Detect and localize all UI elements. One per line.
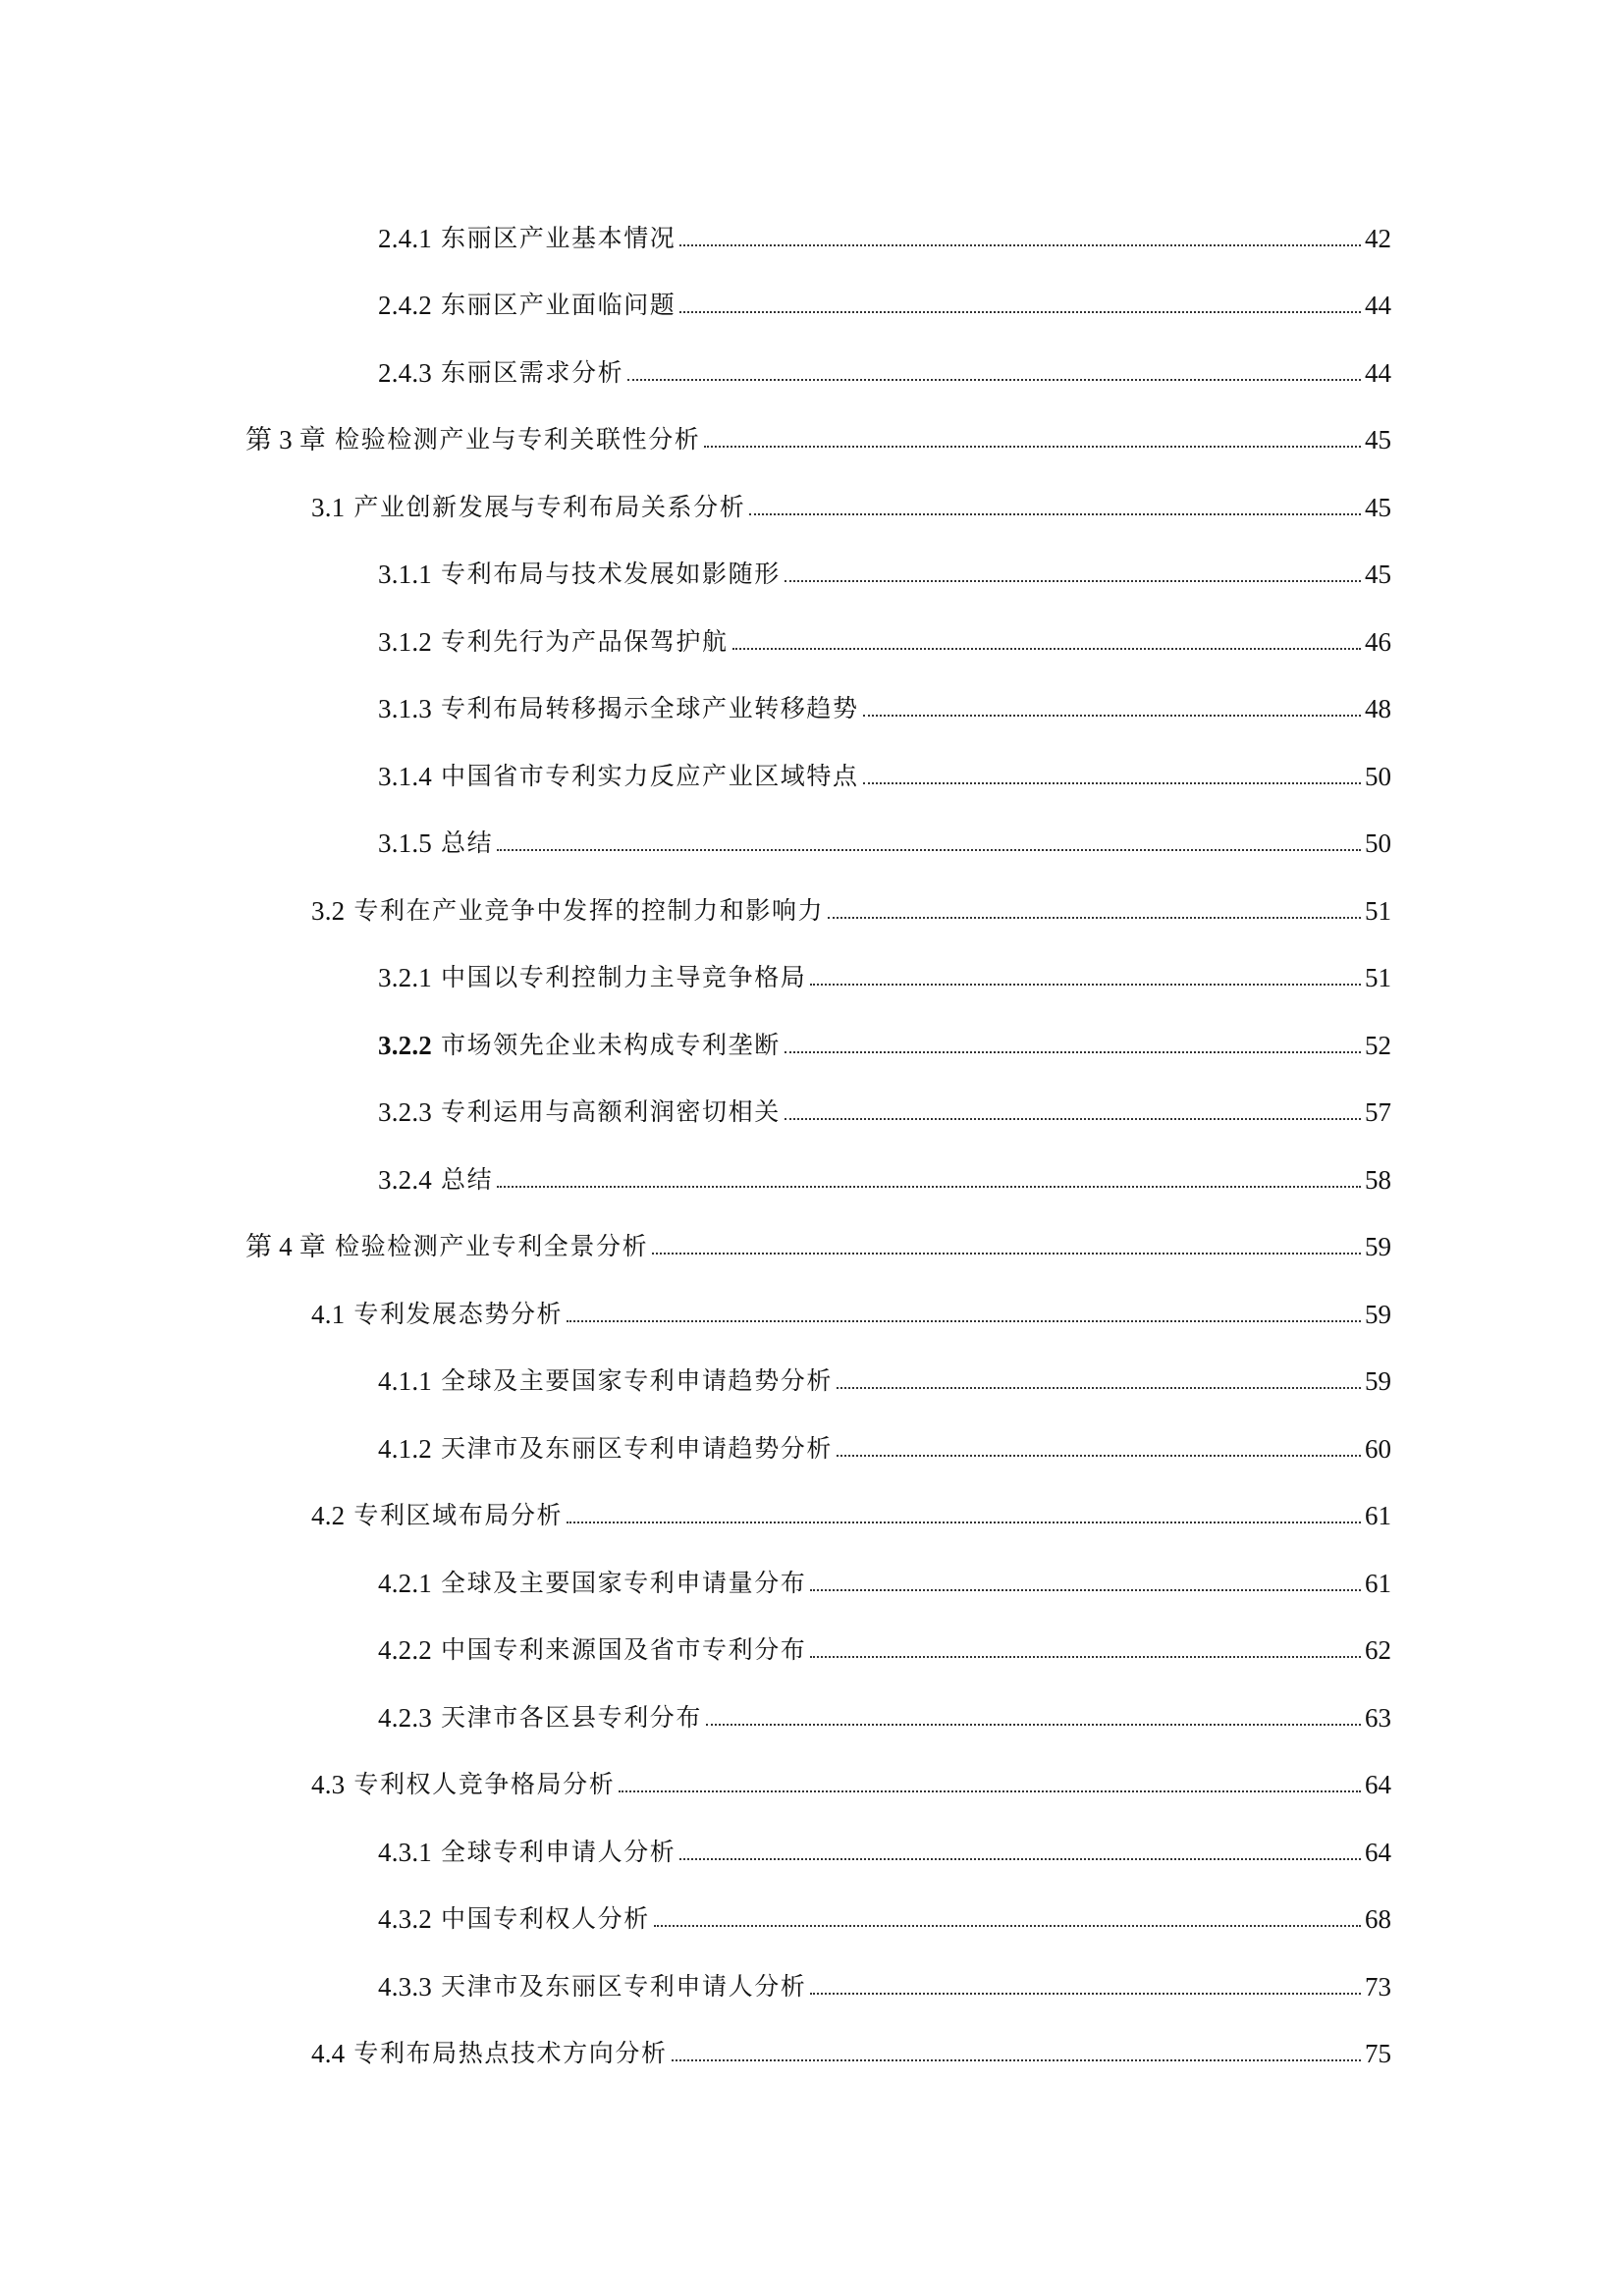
toc-entry-title: 专利区域布局分析 (353, 1501, 564, 1529)
toc-entry-4-3[interactable] (311, 1760, 1391, 1799)
toc-entry-3-1-4[interactable] (378, 752, 1391, 791)
toc-entry-page-number: 50 (1365, 828, 1391, 858)
toc-entry-title: 中国省市专利实力反应产业区域特点 (441, 762, 859, 790)
toc-entry-number: 3.1 (311, 493, 346, 522)
dot-leader (679, 1858, 1361, 1860)
toc-entry-page-number: 60 (1365, 1434, 1391, 1464)
toc-entry-title: 全球及主要国家专利申请趋势分析 (441, 1366, 834, 1395)
toc-entry-title: 天津市及东丽区专利申请人分析 (441, 1972, 807, 2001)
toc-entry-number: 2.4.1 (378, 224, 432, 253)
toc-entry-number: 3.2.1 (378, 963, 432, 992)
toc-entry-page-number: 44 (1365, 291, 1391, 320)
toc-entry-4-3-3[interactable] (378, 1962, 1391, 2002)
toc-entry-page-number: 59 (1365, 1232, 1391, 1261)
toc-entry-3-1-2[interactable] (378, 617, 1391, 657)
dot-leader (810, 1993, 1361, 1995)
toc-entry-4-2[interactable] (311, 1491, 1391, 1530)
toc-entry-4-2-2[interactable] (378, 1626, 1391, 1665)
toc-entry-number: 3.2 (311, 896, 346, 926)
toc-entry-number: 2.4.2 (378, 291, 432, 320)
toc-entry-number: 4.3.1 (378, 1838, 432, 1867)
toc-entry-3-1-1[interactable] (378, 550, 1391, 589)
toc-entry-title: 中国专利权人分析 (441, 1904, 650, 1933)
toc-entry-page-number: 45 (1365, 425, 1391, 454)
toc-entry-title: 专利先行为产品保驾护航 (441, 627, 729, 656)
toc-entry-page-number: 64 (1365, 1770, 1391, 1799)
toc-entry-number: 4.1.2 (378, 1434, 432, 1464)
toc-entry-number: 4.1 (311, 1300, 346, 1329)
dot-leader (627, 379, 1361, 381)
toc-entry-4-1-1[interactable] (378, 1357, 1391, 1396)
toc-entry-page-number: 59 (1365, 1300, 1391, 1329)
toc-entry-3-1-3[interactable] (378, 684, 1391, 723)
dot-leader (652, 1253, 1361, 1255)
toc-entry-title: 专利在产业竞争中发挥的控制力和影响力 (353, 896, 825, 925)
toc-entry-title: 专利布局与技术发展如影随形 (441, 560, 781, 588)
toc-entry-title: 检验检测产业专利全景分析 (335, 1232, 649, 1260)
toc-entry-number: 4.3.2 (378, 1904, 432, 1934)
dot-leader (837, 1455, 1361, 1457)
toc-entry-2-4-3[interactable] (378, 348, 1391, 388)
toc-entry-title: 市场领先企业未构成专利垄断 (441, 1031, 781, 1059)
toc-entry-number: 4.2.1 (378, 1569, 432, 1598)
toc-entry-page-number: 58 (1365, 1165, 1391, 1195)
toc-entry-number: 4.2.2 (378, 1635, 432, 1665)
toc-entry-page-number: 42 (1365, 224, 1391, 253)
dot-leader (679, 244, 1361, 246)
toc-entry-title: 全球专利申请人分析 (441, 1838, 677, 1866)
toc-entry-3-2-3[interactable] (378, 1088, 1391, 1127)
toc-entry-page-number: 44 (1365, 358, 1391, 388)
toc-entry-number: 4.1.1 (378, 1366, 432, 1396)
toc-entry-title: 产业创新发展与专利布局关系分析 (353, 493, 746, 521)
dot-leader (810, 984, 1361, 986)
dot-leader (654, 1925, 1361, 1927)
dot-leader (672, 2059, 1361, 2061)
toc-entry-title: 中国以专利控制力主导竞争格局 (441, 963, 807, 991)
toc-entry-title: 专利发展态势分析 (353, 1300, 564, 1328)
toc-entry-number: 3.1.1 (378, 560, 432, 589)
toc-entry-3-2[interactable] (311, 886, 1391, 926)
toc-entry-2-4-2[interactable] (378, 281, 1391, 320)
toc-entry-title: 专利布局转移揭示全球产业转移趋势 (441, 694, 859, 722)
dot-leader (785, 1051, 1361, 1053)
dot-leader (863, 782, 1361, 784)
toc-entry-page-number: 45 (1365, 493, 1391, 522)
dot-leader (863, 715, 1361, 717)
toc-entry-number: 4.4 (311, 2039, 346, 2068)
toc-entry-number: 3.1.3 (378, 694, 432, 723)
toc-entry-3-1[interactable] (311, 483, 1391, 522)
toc-entry-page-number: 73 (1365, 1972, 1391, 2002)
toc-entry-title: 专利权人竞争格局分析 (353, 1770, 616, 1798)
toc-entry-page-number: 57 (1365, 1097, 1391, 1127)
toc-entry-page-number: 64 (1365, 1838, 1391, 1867)
toc-entry-page-number: 63 (1365, 1703, 1391, 1733)
toc-entry-number: 4.2.3 (378, 1703, 432, 1733)
toc-entry-number: 3.1.4 (378, 762, 432, 791)
toc-entry-3-1-5[interactable] (378, 819, 1391, 858)
toc-entry-title: 东丽区产业面临问题 (441, 291, 677, 319)
toc-entry-chapter-3[interactable] (245, 415, 1391, 454)
toc-entry-number: 4.3 (311, 1770, 346, 1799)
toc-entry-3-2-4[interactable] (378, 1155, 1391, 1195)
toc-entry-2-4-1[interactable] (378, 214, 1391, 253)
toc-entry-4-1-2[interactable] (378, 1424, 1391, 1464)
toc-entry-number: 3.1.2 (378, 627, 432, 657)
dot-leader (810, 1656, 1361, 1658)
dot-leader (619, 1790, 1361, 1792)
toc-entry-title: 全球及主要国家专利申请量分布 (441, 1569, 807, 1597)
dot-leader (497, 1186, 1361, 1188)
dot-leader (497, 849, 1361, 851)
toc-entry-number: 3.2.4 (378, 1165, 432, 1195)
dot-leader (706, 1724, 1361, 1726)
toc-entry-number: 3.2.3 (378, 1097, 432, 1127)
toc-entry-page-number: 46 (1365, 627, 1391, 657)
dot-leader (837, 1387, 1361, 1389)
toc-entry-4-4[interactable] (311, 2029, 1391, 2068)
toc-entry-page-number: 48 (1365, 694, 1391, 723)
dot-leader (704, 446, 1361, 448)
toc-entry-page-number: 68 (1365, 1904, 1391, 1934)
toc-entry-4-1[interactable] (311, 1290, 1391, 1329)
toc-entry-chapter-4[interactable] (245, 1222, 1391, 1261)
dot-leader (567, 1522, 1361, 1523)
toc-entry-title: 总结 (441, 828, 494, 857)
toc-entry-number: 2.4.3 (378, 358, 432, 388)
toc-entry-title: 专利运用与高额利润密切相关 (441, 1097, 781, 1126)
toc-entry-title: 专利布局热点技术方向分析 (353, 2039, 668, 2067)
toc-entry-page-number: 52 (1365, 1031, 1391, 1060)
toc-entry-number: 第 4 章 (245, 1232, 326, 1261)
toc-entry-3-2-2[interactable] (378, 1021, 1391, 1060)
dot-leader (810, 1589, 1361, 1591)
toc-entry-3-2-1[interactable] (378, 953, 1391, 992)
toc-entry-4-3-2[interactable] (378, 1895, 1391, 1934)
toc-entry-page-number: 62 (1365, 1635, 1391, 1665)
toc-entry-page-number: 59 (1365, 1366, 1391, 1396)
toc-entry-page-number: 61 (1365, 1569, 1391, 1598)
toc-entry-number: 3.1.5 (378, 828, 432, 858)
dot-leader (679, 311, 1361, 313)
toc-entry-title: 检验检测产业与专利关联性分析 (335, 425, 701, 454)
toc-entry-number: 4.2 (311, 1501, 346, 1530)
toc-entry-title: 天津市及东丽区专利申请趋势分析 (441, 1434, 834, 1463)
toc-entry-page-number: 51 (1365, 896, 1391, 926)
dot-leader (828, 917, 1361, 919)
toc-entry-page-number: 45 (1365, 560, 1391, 589)
toc-entry-title: 中国专利来源国及省市专利分布 (441, 1635, 807, 1664)
toc-entry-title: 总结 (441, 1165, 494, 1194)
dot-leader (732, 648, 1361, 650)
toc-entry-4-2-3[interactable] (378, 1693, 1391, 1733)
toc-entry-title: 天津市各区县专利分布 (441, 1703, 703, 1732)
toc-entry-page-number: 61 (1365, 1501, 1391, 1530)
dot-leader (785, 1118, 1361, 1120)
toc-entry-4-3-1[interactable] (378, 1828, 1391, 1867)
toc-entry-title: 东丽区需求分析 (441, 358, 624, 387)
toc-entry-page-number: 51 (1365, 963, 1391, 992)
toc-entry-page-number: 75 (1365, 2039, 1391, 2068)
dot-leader (749, 513, 1361, 515)
toc-entry-number: 第 3 章 (245, 425, 326, 454)
toc-entry-title: 东丽区产业基本情况 (441, 224, 677, 252)
toc-entry-number: 4.3.3 (378, 1972, 432, 2002)
toc-entry-page-number: 50 (1365, 762, 1391, 791)
toc-entry-4-2-1[interactable] (378, 1559, 1391, 1598)
dot-leader (567, 1320, 1361, 1322)
dot-leader (785, 580, 1361, 582)
toc-entry-number: 3.2.2 (378, 1031, 432, 1060)
